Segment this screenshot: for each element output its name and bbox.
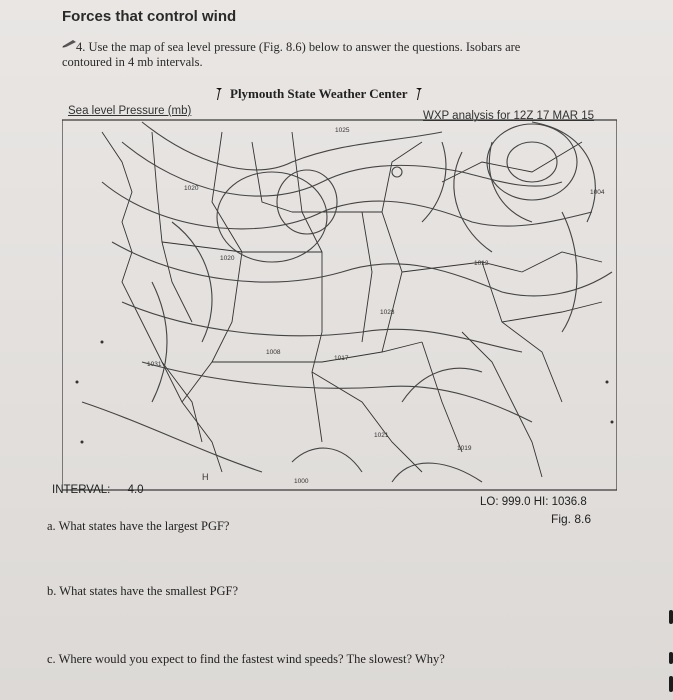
map-value-1021: 1021 [374, 432, 389, 439]
map-value-1017: 1017 [334, 355, 349, 362]
sea-level-pressure-map [62, 102, 617, 494]
edge-mark-3 [669, 676, 673, 692]
map-lo-hi: LO: 999.0 HI: 1036.8 [480, 496, 587, 508]
edge-mark-1 [669, 610, 673, 624]
question-4-text-line1: Use the map of sea level pressure (Fig. 8.6) below to answer the questions. Isobars are [88, 40, 521, 54]
question-b: b. What states have the smallest PGF? [47, 584, 239, 598]
map-value-1020-b: 1020 [220, 255, 235, 262]
edge-mark-2 [669, 652, 673, 664]
map-value-1025: 1025 [335, 127, 350, 134]
figure-label: Fig. 8.6 [551, 512, 592, 526]
map-value-1028: 1028 [380, 309, 395, 316]
map-interval [52, 484, 144, 496]
interval-value: 4.0 [127, 484, 144, 496]
question-a: a. What states have the largest PGF? [47, 519, 230, 533]
map-title [214, 86, 424, 102]
question-c: c. Where would you expect to find the fastest wind speeds? The slowest? Why? [47, 652, 445, 666]
flag-icon-right [414, 88, 424, 100]
map-value-1012: 1012 [474, 260, 489, 267]
map-value-1000: 1000 [294, 478, 309, 485]
question-4-number: 4. [76, 40, 86, 54]
flag-icon-left [214, 88, 224, 100]
question-4-text-line2: contoured in 4 mb intervals. [62, 55, 203, 69]
question-4 [62, 40, 602, 70]
interval-label: INTERVAL: [52, 484, 111, 496]
map-value-1019: 1019 [457, 445, 472, 452]
map-label-right: WXP analysis for 12Z 17 MAR 15 [423, 110, 595, 122]
map-value-1020-a: 1020 [184, 185, 199, 192]
worksheet-heading: Forces that control wind [62, 8, 237, 25]
map-value-1031: 1031 [147, 361, 162, 368]
map-value-1004: 1004 [590, 189, 605, 196]
map-high-symbol: H [202, 472, 209, 482]
map-label-left: Sea level Pressure (mb) [68, 105, 192, 117]
map-title-text: Plymouth State Weather Center [230, 86, 408, 101]
map-value-1008: 1008 [266, 349, 281, 356]
